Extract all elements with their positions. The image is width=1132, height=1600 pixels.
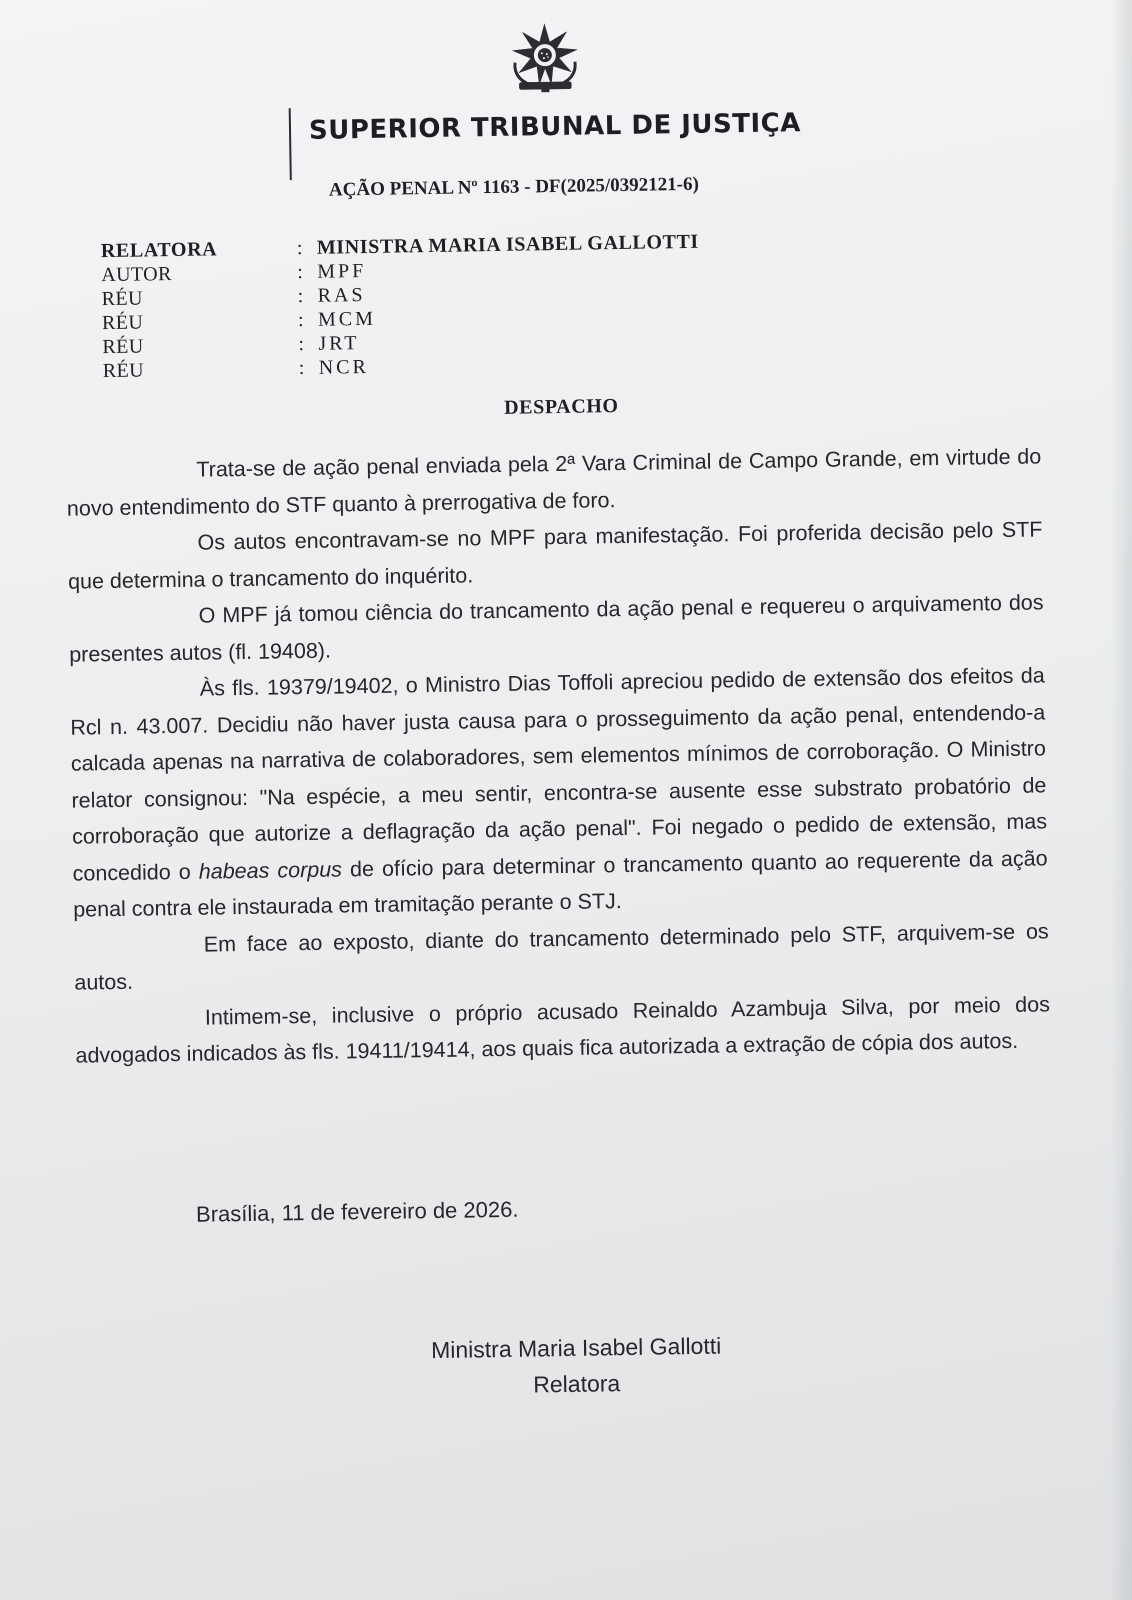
party-separator: : <box>298 356 305 380</box>
document-title: DESPACHO <box>503 395 619 419</box>
party-separator: : <box>298 332 305 356</box>
signatory-name: Ministra Maria Isabel Gallotti <box>430 1332 722 1364</box>
brazil-coat-of-arms-icon <box>504 22 585 95</box>
date-place: Brasília, 11 de fevereiro de 2026. <box>195 1196 519 1227</box>
body-paragraph: Os autos encontravam-se no MPF para manifestação. Foi proferida decisão pelo STF que determina o trancamento do inquérito. <box>67 517 1043 594</box>
header-divider <box>289 108 292 180</box>
body-paragraph: Intimem-se, inclusive o próprio acusado Reinaldo Azambuja Silva, por meio dos advogados indicados às fls. 19411/19414, aos quais fica autorizada a extração de cópia dos autos. <box>75 991 1051 1068</box>
court-name: SUPERIOR TRIBUNAL DE JUSTIÇA <box>308 108 802 146</box>
italic-term: habeas corpus <box>198 856 343 884</box>
body-paragraph: Trata-se de ação penal enviada pela 2ª Vara Criminal de Campo Grande, em virtude do novo entendimento do STF quanto à prerrogativa de foro. <box>66 444 1042 521</box>
party-role: RÉU <box>101 287 144 311</box>
party-role: RÉU <box>102 359 145 383</box>
paragraph-text: Às fls. 19379/19402, o Ministro Dias Toffoli apreciou pedido de extensão dos efeitos da Rcl n. 43.007. Decidiu não haver justa causa para o prosseguimento da ação penal, entendendo-a calcada apenas na narrativa de colaboradores, sem elementos mínimos de corroboração. O Ministro relator consignou: "Na espécie, a meu sentir, encontra-se ausente esse substrato probatório de corroboração que autorize a deflagração da ação penal". Foi negado o pedido de extensão, mas concedido o <box>70 663 1048 886</box>
party-name: MPF <box>317 259 367 283</box>
party-separator: : <box>297 260 303 284</box>
party-role: RÉU <box>101 311 144 335</box>
signatory-title: Relatora <box>533 1370 621 1398</box>
body-paragraph <box>70 657 1049 928</box>
document-body <box>66 438 1051 1074</box>
party-separator: : <box>296 236 303 260</box>
party-separator: : <box>297 308 304 332</box>
body-paragraph: Em face ao exposto, diante do trancamento determinado pelo STF, arquivem-se os autos. <box>74 918 1049 995</box>
party-separator: : <box>297 284 304 308</box>
case-number: AÇÃO PENAL Nº 1163 - DF(2025/0392121-6) <box>328 173 699 201</box>
paragraph-text: de ofício para determinar o trancamento quanto ao requerente da ação penal contra ele instaurada em tramitação perante o STJ. <box>73 845 1048 922</box>
parties-list <box>101 230 701 383</box>
body-paragraph: O MPF já tomou ciência do trancamento da ação penal e requereu o arquivamento dos presentes autos (fl. 19408). <box>69 590 1044 667</box>
party-role: AUTOR <box>101 263 172 287</box>
party-name: JRT <box>318 332 360 355</box>
party-name: MINISTRA MARIA ISABEL GALLOTTI <box>316 230 699 259</box>
party-name: MCM <box>317 307 377 331</box>
party-role: RÉU <box>102 335 144 359</box>
party-role: RELATORA <box>100 238 218 263</box>
party-name: RAS <box>317 284 366 307</box>
signature-block <box>406 1327 747 1404</box>
party-name: NCR <box>318 355 370 379</box>
